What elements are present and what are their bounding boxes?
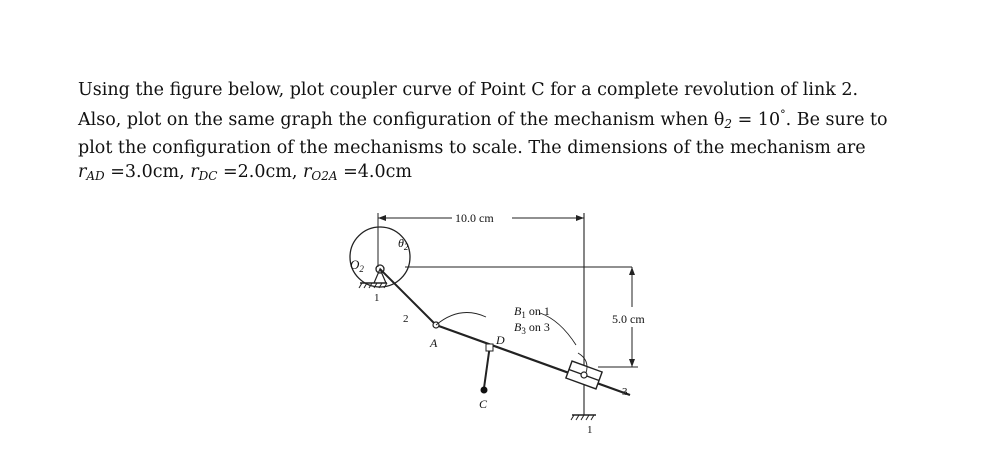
dim-r-ad-value: =3.0cm,	[104, 162, 191, 183]
dim-vertical-label: 5.0 cm	[612, 312, 645, 326]
problem-line-2-c: . Be sure to	[785, 109, 888, 130]
problem-line-2	[78, 103, 958, 136]
label-ground-right: 1	[587, 424, 593, 436]
dim-vertical-arrow-top	[629, 267, 635, 275]
label-o2-main: O	[350, 257, 360, 272]
label-link-3: 3	[622, 386, 628, 398]
label-b1-b: B	[514, 304, 522, 318]
dim-arrow-right	[576, 215, 584, 221]
label-ground-left: 1	[374, 292, 380, 304]
label-b1-sub: 1	[521, 310, 526, 320]
label-b3	[514, 320, 550, 336]
theta-subscript: 2	[724, 116, 733, 131]
label-o2-sub: 2	[359, 264, 364, 274]
link-3	[436, 325, 630, 395]
mechanism-figure	[290, 205, 650, 450]
dim-r-o2a-sub: O2A	[311, 169, 338, 184]
dim-r-ad: r	[78, 162, 87, 183]
point-d-box	[486, 344, 493, 351]
label-theta-sub: 2	[403, 242, 409, 252]
label-b1	[514, 304, 550, 320]
dim-horizontal-label: 10.0 cm	[455, 211, 494, 225]
problem-dimensions	[78, 160, 958, 189]
label-b3-b: B	[514, 320, 522, 334]
dim-r-dc-value: =2.0cm,	[217, 162, 304, 183]
label-b3-sub: 3	[521, 326, 526, 336]
label-theta	[398, 236, 409, 252]
problem-line-2-a: Also, plot on the same graph the configuration of the mechanism when θ	[78, 109, 725, 130]
label-d: D	[496, 333, 505, 347]
dim-r-dc-sub: DC	[198, 169, 218, 184]
dim-r-o2a: r	[303, 162, 312, 183]
problem-line-1: Using the figure below, plot coupler curve of Point C for a complete revolution of link 2.	[78, 80, 859, 100]
problem-line-2-b: = 10	[732, 109, 781, 130]
motion-arc-1	[436, 313, 486, 326]
point-c	[481, 387, 488, 394]
problem-line-3: plot the configuration of the mechanisms to scale. The dimensions of the mechanism are	[78, 137, 866, 158]
label-link-2: 2	[403, 313, 409, 325]
label-a: A	[430, 336, 438, 350]
label-theta-main: θ	[398, 236, 404, 250]
label-c: C	[479, 397, 488, 411]
dim-r-ad-sub: AD	[86, 169, 105, 184]
dim-r-o2a-value: =4.0cm	[337, 162, 412, 183]
problem-statement	[78, 78, 958, 189]
label-b3-suffix: on 3	[525, 320, 550, 334]
dim-r-dc: r	[190, 162, 199, 183]
dim-arrow-left	[378, 215, 386, 221]
label-b1-suffix: on 1	[525, 304, 550, 318]
degree-symbol: °	[780, 107, 786, 121]
label-o2	[350, 257, 364, 274]
dim-vertical-arrow-bottom	[629, 359, 635, 367]
